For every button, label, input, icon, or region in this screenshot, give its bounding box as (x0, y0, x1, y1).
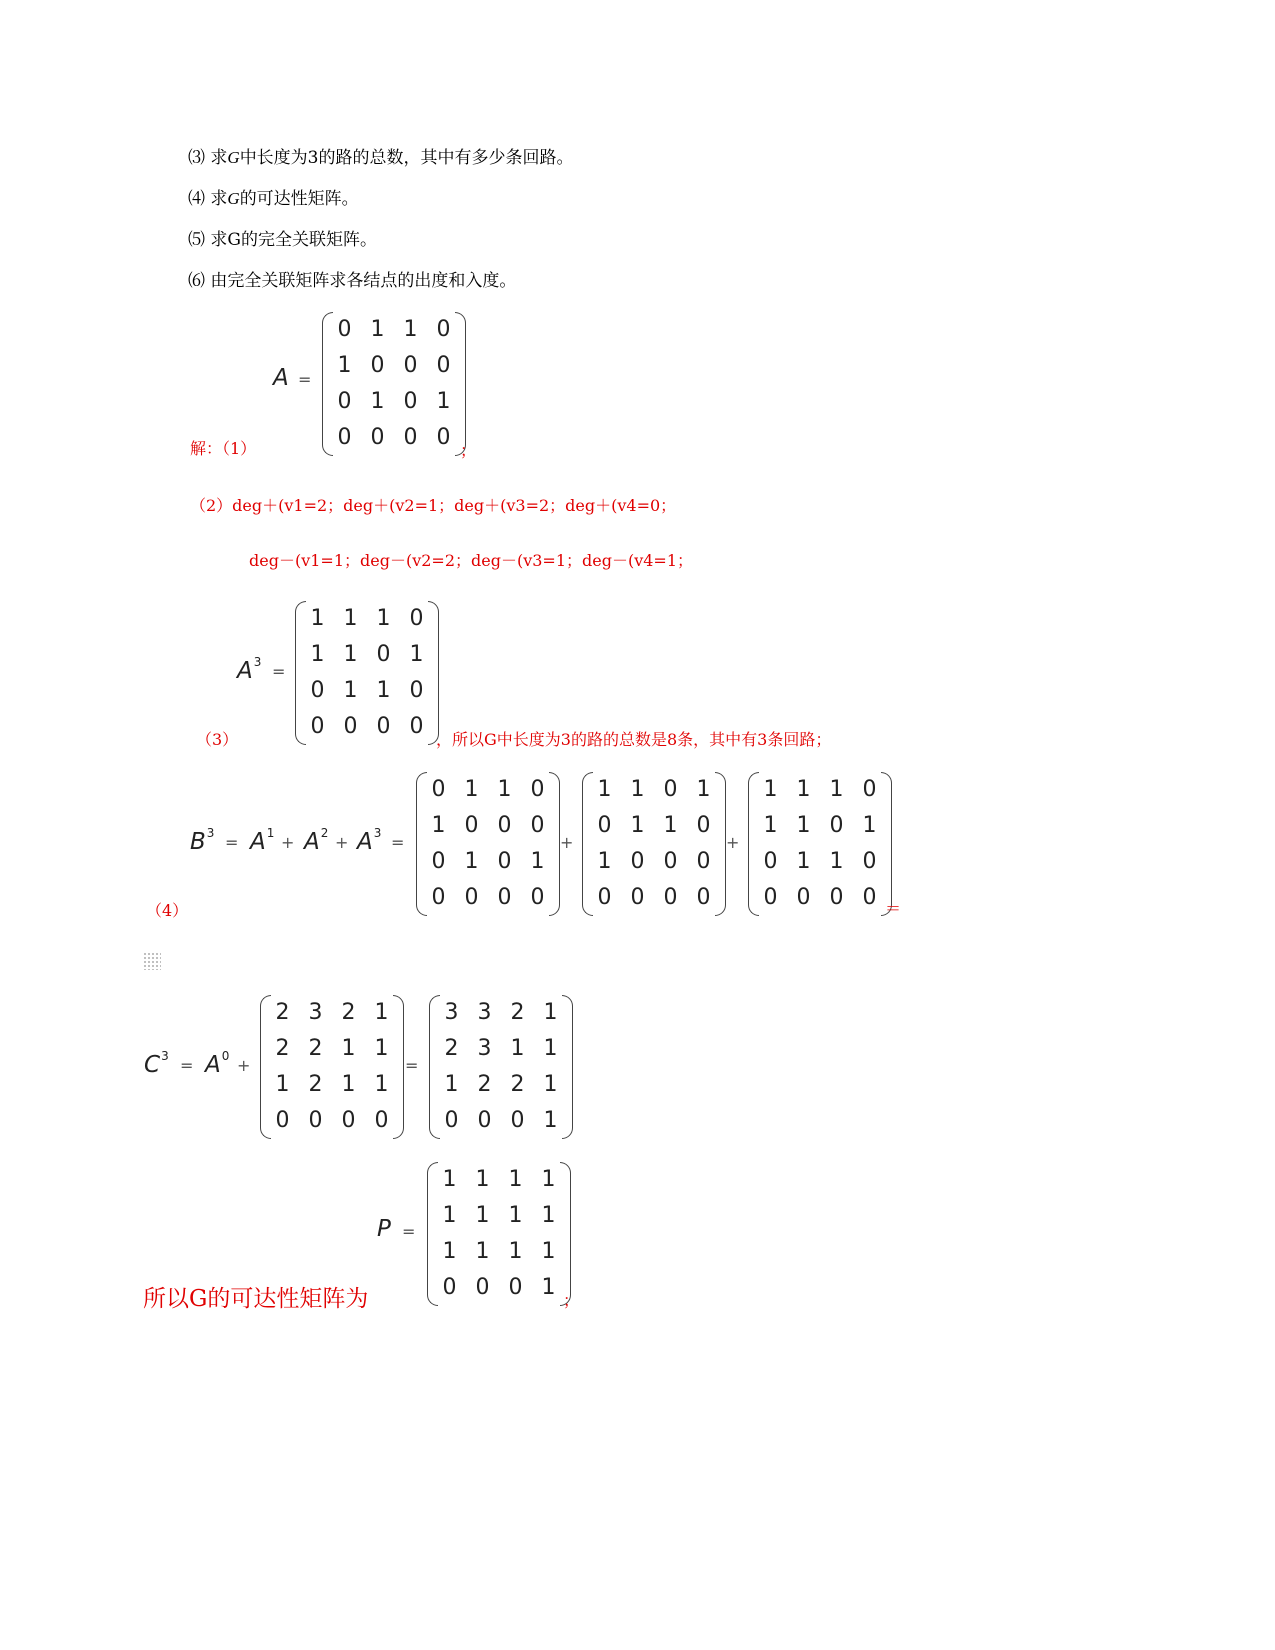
question-4 (188, 184, 359, 209)
equals-sign: = (272, 662, 286, 681)
question-3 (188, 143, 574, 168)
matrix-cell: 3 (444, 1000, 459, 1025)
matrix-cell: 1 (341, 1072, 356, 1097)
label-B3-base: B (190, 829, 206, 855)
matrix-cell: 0 (477, 1108, 492, 1133)
matrix-cell: 0 (403, 389, 418, 414)
matrix-cell: 0 (442, 1275, 457, 1300)
label-A3-base: A (237, 658, 253, 684)
matrix-cell: 0 (444, 1108, 459, 1133)
matrix-B-A3 (748, 772, 892, 916)
matrix-A3 (295, 601, 439, 745)
matrix-cell: 0 (403, 353, 418, 378)
matrix-cell: 2 (477, 1072, 492, 1097)
matrix-cell: 0 (337, 389, 352, 414)
label-A: A (273, 365, 289, 391)
question-5 (188, 225, 377, 250)
label-A3-sum-exp: 3 (373, 826, 382, 840)
matrix-B3 (260, 995, 404, 1139)
matrix-cell: 0 (374, 1108, 389, 1133)
matrix-cell: 1 (597, 777, 612, 802)
question-4-var: G (227, 189, 240, 208)
matrix-cell: 0 (663, 885, 678, 910)
label-C3-exp: 3 (161, 1049, 169, 1063)
matrix-cell: 0 (630, 885, 645, 910)
equals-sign: = (405, 1056, 419, 1075)
question-3-pre: 求 (210, 148, 228, 168)
matrix-cell: 1 (508, 1239, 523, 1264)
matrix-cell: 0 (796, 885, 811, 910)
matrix-cell: 1 (475, 1239, 490, 1264)
matrix-cell: 1 (497, 777, 512, 802)
matrix-cell: 1 (464, 777, 479, 802)
label-A3-sum-base: A (357, 829, 373, 855)
matrix-cell: 1 (444, 1072, 459, 1097)
matrix-cell: 0 (370, 353, 385, 378)
label-A0-exp: 0 (221, 1049, 230, 1063)
matrix-cell: 3 (477, 1000, 492, 1025)
matrix-cell: 1 (508, 1203, 523, 1228)
matrix-cell: 0 (376, 642, 391, 667)
question-3-number: ⑶ (188, 148, 205, 168)
matrix-cell: 0 (376, 714, 391, 739)
matrix-cell: 2 (510, 1000, 525, 1025)
equals-sign: = (225, 833, 239, 852)
matrix-cell: 1 (763, 813, 778, 838)
matrix-cell: 0 (308, 1108, 323, 1133)
matrix-cell: 1 (541, 1203, 556, 1228)
label-P: P (377, 1216, 391, 1242)
question-5-number: ⑸ (188, 230, 205, 250)
question-6-text: 由完全关联矩阵求各结点的出度和入度。 (210, 271, 517, 291)
matrix-cell: 1 (541, 1275, 556, 1300)
matrix-cell: 1 (341, 1036, 356, 1061)
question-4-pre: 求 (210, 189, 228, 209)
matrix-cell: 1 (597, 849, 612, 874)
matrix-cell: 1 (376, 678, 391, 703)
matrix-cell: 0 (475, 1275, 490, 1300)
matrix-cell: 0 (337, 425, 352, 450)
matrix-cell: 1 (374, 1000, 389, 1025)
matrix-cell: 1 (374, 1036, 389, 1061)
answer-2-outdegrees: （2）deg＋(v1=2；deg＋(v2=1；deg＋(v3=2；deg＋(v4=0； (190, 496, 677, 515)
matrix-cell: 1 (543, 1000, 558, 1025)
matrix-cell: 0 (497, 885, 512, 910)
label-A1-exp: 1 (266, 826, 275, 840)
label-C3-base: C (144, 1052, 161, 1078)
matrix-cell: 1 (343, 642, 358, 667)
question-6 (188, 266, 516, 291)
question-5-text: 的完全关联矩阵。 (241, 230, 377, 250)
matrix-cell: 1 (442, 1167, 457, 1192)
matrix-cell: 0 (829, 813, 844, 838)
matrix-cell: 1 (510, 1036, 525, 1061)
matrix-A (322, 312, 466, 456)
answer-3-text: ，所以G中长度为3的路的总数是8条，其中有3条回路； (436, 730, 832, 749)
matrix-cell: 0 (530, 813, 545, 838)
matrix-cell: 2 (341, 1000, 356, 1025)
matrix-cell: 1 (403, 317, 418, 342)
question-5-pre: 求 (210, 230, 228, 250)
equals-sign: = (402, 1222, 416, 1241)
matrix-cell: 0 (464, 813, 479, 838)
answer-1-label: 解：（1） (190, 439, 257, 458)
matrix-cell: 1 (376, 606, 391, 631)
matrix-cell: 0 (403, 425, 418, 450)
matrix-cell: 0 (530, 777, 545, 802)
plus-sign: + (281, 833, 295, 852)
matrix-cell: 0 (696, 849, 711, 874)
matrix-cell: 1 (370, 389, 385, 414)
matrix-cell: 1 (862, 813, 877, 838)
conclusion-text: 所以G的可达性矩阵为 (143, 1286, 369, 1312)
matrix-cell: 0 (530, 885, 545, 910)
matrix-cell: 0 (310, 678, 325, 703)
matrix-cell: 1 (829, 777, 844, 802)
matrix-cell: 0 (696, 813, 711, 838)
equals-sign: = (391, 833, 405, 852)
label-A1-base: A (250, 829, 266, 855)
equals-sign: = (180, 1056, 194, 1075)
matrix-cell: 0 (862, 885, 877, 910)
matrix-cell: 2 (275, 1036, 290, 1061)
matrix-cell: 1 (343, 606, 358, 631)
matrix-cell: 1 (530, 849, 545, 874)
matrix-cell: 0 (763, 849, 778, 874)
matrix-cell: 2 (308, 1072, 323, 1097)
answer-3-label: （3） (196, 730, 239, 749)
label-A0 (205, 1049, 229, 1078)
matrix-cell: 1 (663, 813, 678, 838)
matrix-cell: 1 (796, 813, 811, 838)
matrix-cell: 0 (497, 813, 512, 838)
matrix-cell: 1 (829, 849, 844, 874)
matrix-cell: 1 (796, 777, 811, 802)
matrix-cell: 0 (275, 1108, 290, 1133)
matrix-cell: 1 (464, 849, 479, 874)
matrix-cell: 1 (508, 1167, 523, 1192)
matrix-P (427, 1162, 571, 1306)
question-4-number: ⑷ (188, 189, 205, 209)
question-6-number: ⑹ (188, 271, 205, 291)
label-A3-exp: 3 (253, 655, 262, 669)
matrix-cell: 0 (431, 885, 446, 910)
matrix-cell: 0 (409, 678, 424, 703)
matrix-cell: 0 (862, 849, 877, 874)
plus-sign: + (560, 833, 574, 852)
matrix-cell: 1 (543, 1072, 558, 1097)
question-5-var: G (227, 230, 241, 250)
matrix-cell: 0 (508, 1275, 523, 1300)
label-B3-exp: 3 (206, 826, 215, 840)
answer-4-end: ＝ (885, 899, 902, 918)
matrix-cell: 0 (310, 714, 325, 739)
matrix-cell: 0 (343, 714, 358, 739)
matrix-cell: 1 (337, 353, 352, 378)
label-A2 (304, 826, 328, 855)
matrix-cell: 0 (431, 849, 446, 874)
matrix-cell: 0 (409, 606, 424, 631)
matrix-cell: 1 (630, 777, 645, 802)
equals-sign: = (298, 370, 312, 389)
matrix-cell: 0 (862, 777, 877, 802)
answer-2-indegrees: deg－(v1=1；deg－(v2=2；deg－(v3=1；deg－(v4=1； (249, 551, 694, 570)
matrix-cell: 0 (436, 425, 451, 450)
matrix-cell: 1 (696, 777, 711, 802)
matrix-cell: 1 (442, 1239, 457, 1264)
matrix-cell: 1 (310, 606, 325, 631)
answer-1-end: ； (460, 441, 477, 460)
matrix-cell: 1 (409, 642, 424, 667)
matrix-cell: 1 (796, 849, 811, 874)
matrix-cell: 0 (630, 849, 645, 874)
question-3-var: G (227, 148, 240, 167)
matrix-cell: 1 (374, 1072, 389, 1097)
label-A3 (237, 655, 261, 684)
matrix-cell: 1 (442, 1203, 457, 1228)
matrix-cell: 0 (597, 813, 612, 838)
matrix-cell: 1 (630, 813, 645, 838)
matrix-cell: 0 (510, 1108, 525, 1133)
matrix-cell: 0 (409, 714, 424, 739)
matrix-cell: 0 (370, 425, 385, 450)
label-A2-base: A (304, 829, 320, 855)
label-A1 (250, 826, 274, 855)
matrix-cell: 1 (343, 678, 358, 703)
matrix-cell: 1 (310, 642, 325, 667)
label-A2-exp: 2 (320, 826, 329, 840)
conclusion-end: ； (563, 1291, 580, 1310)
matrix-cell: 0 (763, 885, 778, 910)
matrix-cell: 1 (436, 389, 451, 414)
matrix-cell: 2 (275, 1000, 290, 1025)
matrix-cell: 0 (663, 849, 678, 874)
matrix-cell: 0 (829, 885, 844, 910)
matrix-cell: 1 (541, 1239, 556, 1264)
label-C3 (144, 1049, 169, 1078)
matrix-cell: 1 (541, 1167, 556, 1192)
matrix-cell: 2 (308, 1036, 323, 1061)
question-4-text: 的可达性矩阵。 (239, 189, 359, 209)
matrix-cell: 1 (370, 317, 385, 342)
matrix-cell: 0 (597, 885, 612, 910)
matrix-cell: 0 (436, 317, 451, 342)
matrix-cell: 2 (444, 1036, 459, 1061)
matrix-B-A1 (416, 772, 560, 916)
matrix-cell: 1 (543, 1036, 558, 1061)
matrix-cell: 0 (341, 1108, 356, 1133)
label-A3-sum (357, 826, 381, 855)
matrix-cell: 0 (663, 777, 678, 802)
matrix-B-A2 (582, 772, 726, 916)
matrix-cell: 1 (475, 1167, 490, 1192)
plus-sign: + (726, 833, 740, 852)
matrix-C3 (429, 995, 573, 1139)
answer-4-label: （4） (146, 901, 189, 920)
matrix-cell: 1 (543, 1108, 558, 1133)
matrix-cell: 0 (337, 317, 352, 342)
label-B3 (190, 826, 214, 855)
matrix-cell: 0 (497, 849, 512, 874)
plus-sign: + (237, 1056, 251, 1075)
matrix-cell: 0 (464, 885, 479, 910)
matrix-cell: 2 (510, 1072, 525, 1097)
matrix-cell: 3 (308, 1000, 323, 1025)
matrix-cell: 1 (475, 1203, 490, 1228)
matrix-cell: 1 (275, 1072, 290, 1097)
grid-placeholder-icon (143, 952, 161, 970)
question-3-text: 中长度为3的路的总数，其中有多少条回路。 (239, 148, 574, 168)
matrix-cell: 0 (431, 777, 446, 802)
plus-sign: + (335, 833, 349, 852)
matrix-cell: 3 (477, 1036, 492, 1061)
matrix-cell: 1 (431, 813, 446, 838)
matrix-cell: 0 (436, 353, 451, 378)
label-A0-base: A (205, 1052, 221, 1078)
matrix-cell: 1 (763, 777, 778, 802)
matrix-cell: 0 (696, 885, 711, 910)
